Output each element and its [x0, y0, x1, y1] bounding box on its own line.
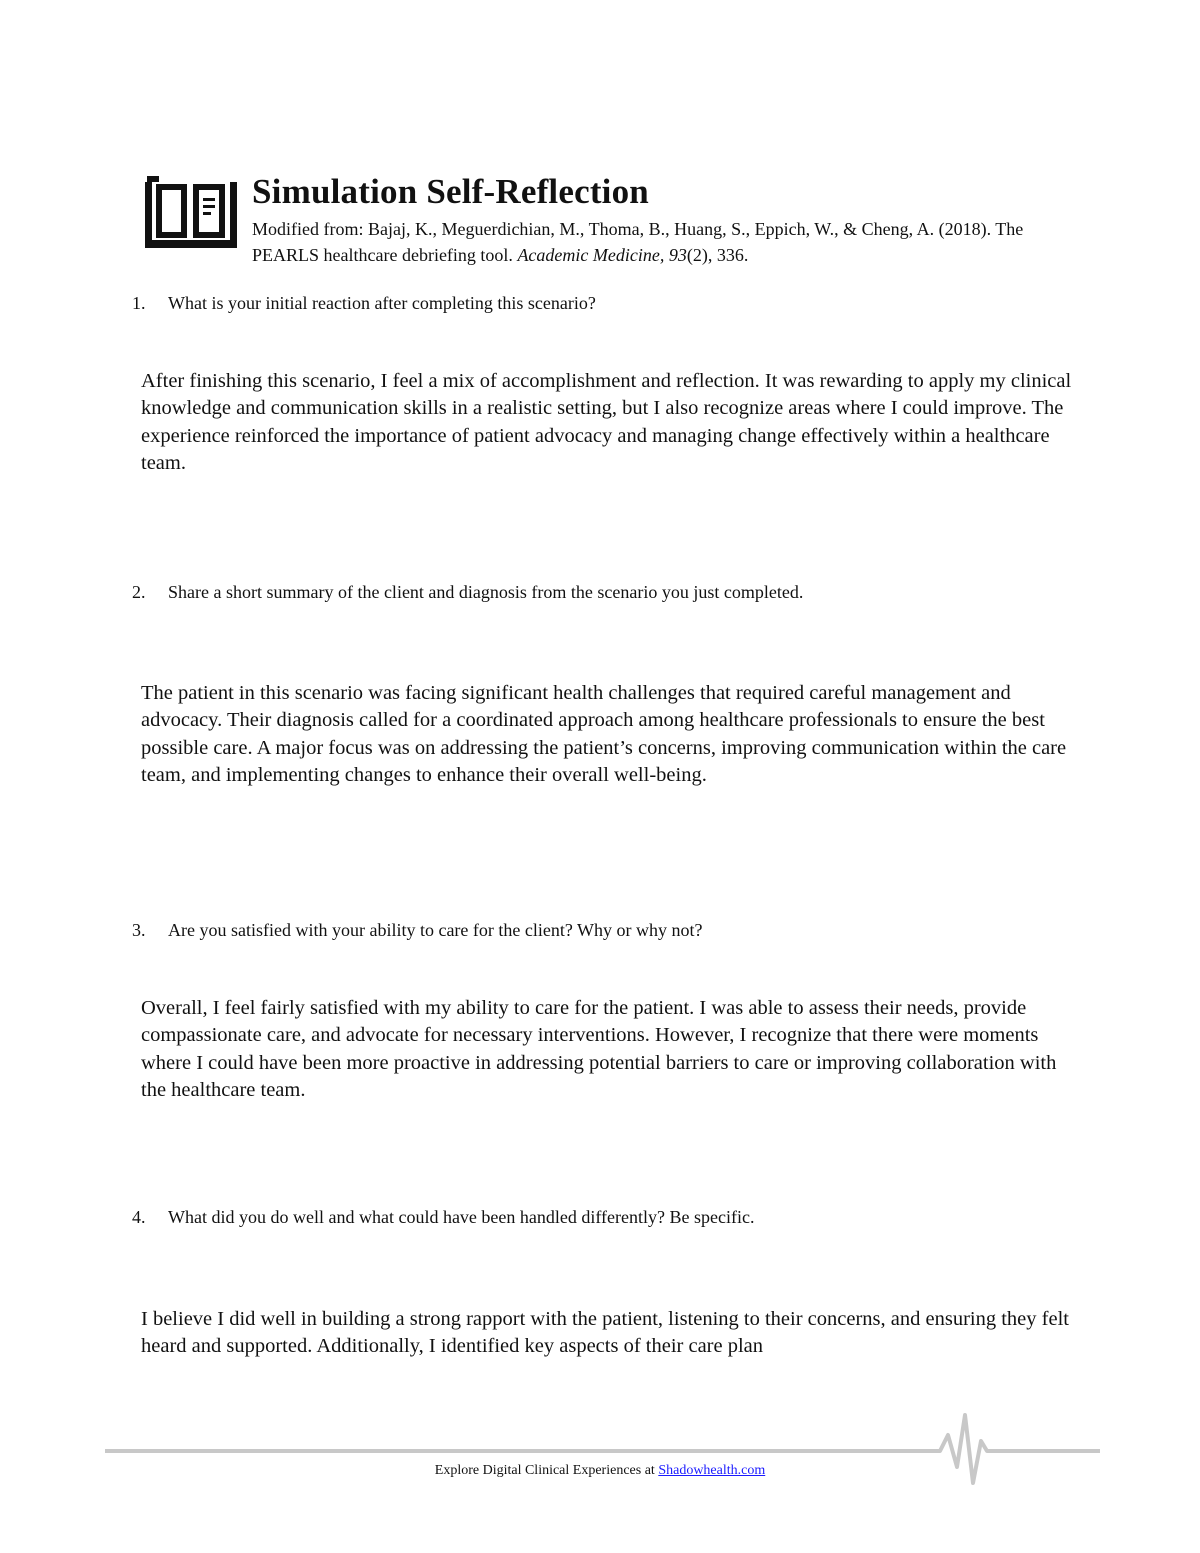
- question-1: [132, 291, 1092, 315]
- book-icon: [143, 174, 239, 252]
- citation: [252, 216, 1072, 268]
- title-block: [252, 170, 1072, 268]
- question-text: What did you do well and what could have been handled differently? Be specific.: [168, 1207, 755, 1227]
- question-2: [132, 580, 1092, 604]
- question-text: What is your initial reaction after completing this scenario?: [168, 293, 596, 313]
- citation-text: Modified from: Bajaj, K., Meguerdichian, M., Thoma, B., Huang, S., Eppich, W., & Cheng, A. (2018). The PEARLS healthcare debriefing tool.: [252, 219, 1024, 265]
- question-text: Are you satisfied with your ability to care for the client? Why or why not?: [168, 920, 703, 940]
- footer: [0, 1462, 1200, 1480]
- answer-4: I believe I did well in building a strong rapport with the patient, listening to their concerns, and ensuring they felt heard and supported. Additionally, I identified key aspects of their care plan: [141, 1308, 1069, 1358]
- question-number: 2.: [132, 582, 146, 602]
- footer-text: Explore Digital Clinical Experiences at: [434, 1463, 659, 1478]
- question-number: 4.: [132, 1207, 146, 1227]
- answer-1: After finishing this scenario, I feel a mix of accomplishment and reflection. It was rewarding to apply my clinical knowledge and communication skills in a realistic setting, but I also recognize areas where I could improve. The experience reinforced the importance of patient advocacy and managing change effectively within a healthcare team.: [141, 370, 1072, 474]
- shadowhealth-link[interactable]: Shadowhealth.com: [658, 1463, 766, 1478]
- page-title: Simulation Self-Reflection: [252, 172, 649, 211]
- answer-2: The patient in this scenario was facing significant health challenges that required careful management and advocacy. Their diagnosis called for a coordinated approach among healthcare professionals to ensure the best possible care. A major focus was on addressing the patient’s concerns, improving communication within the care team, and implementing changes to enhance their overall well-being.: [141, 682, 1067, 786]
- question-number: 1.: [132, 293, 146, 313]
- citation-journal: Academic Medicine, 93: [517, 245, 687, 265]
- answer-3: Overall, I feel fairly satisfied with my ability to care for the patient. I was able to assess their needs, provide compassionate care, and advocate for necessary interventions. However, I recognize that there were moments where I could have been more proactive in addressing potential barriers to care or improving collaboration with the healthcare team.: [141, 997, 1057, 1101]
- question-number: 3.: [132, 920, 146, 940]
- question-3: [132, 918, 1092, 942]
- question-4: [132, 1205, 1092, 1229]
- citation-issue: (2), 336.: [686, 245, 749, 265]
- question-text: Share a short summary of the client and diagnosis from the scenario you just completed.: [168, 582, 804, 602]
